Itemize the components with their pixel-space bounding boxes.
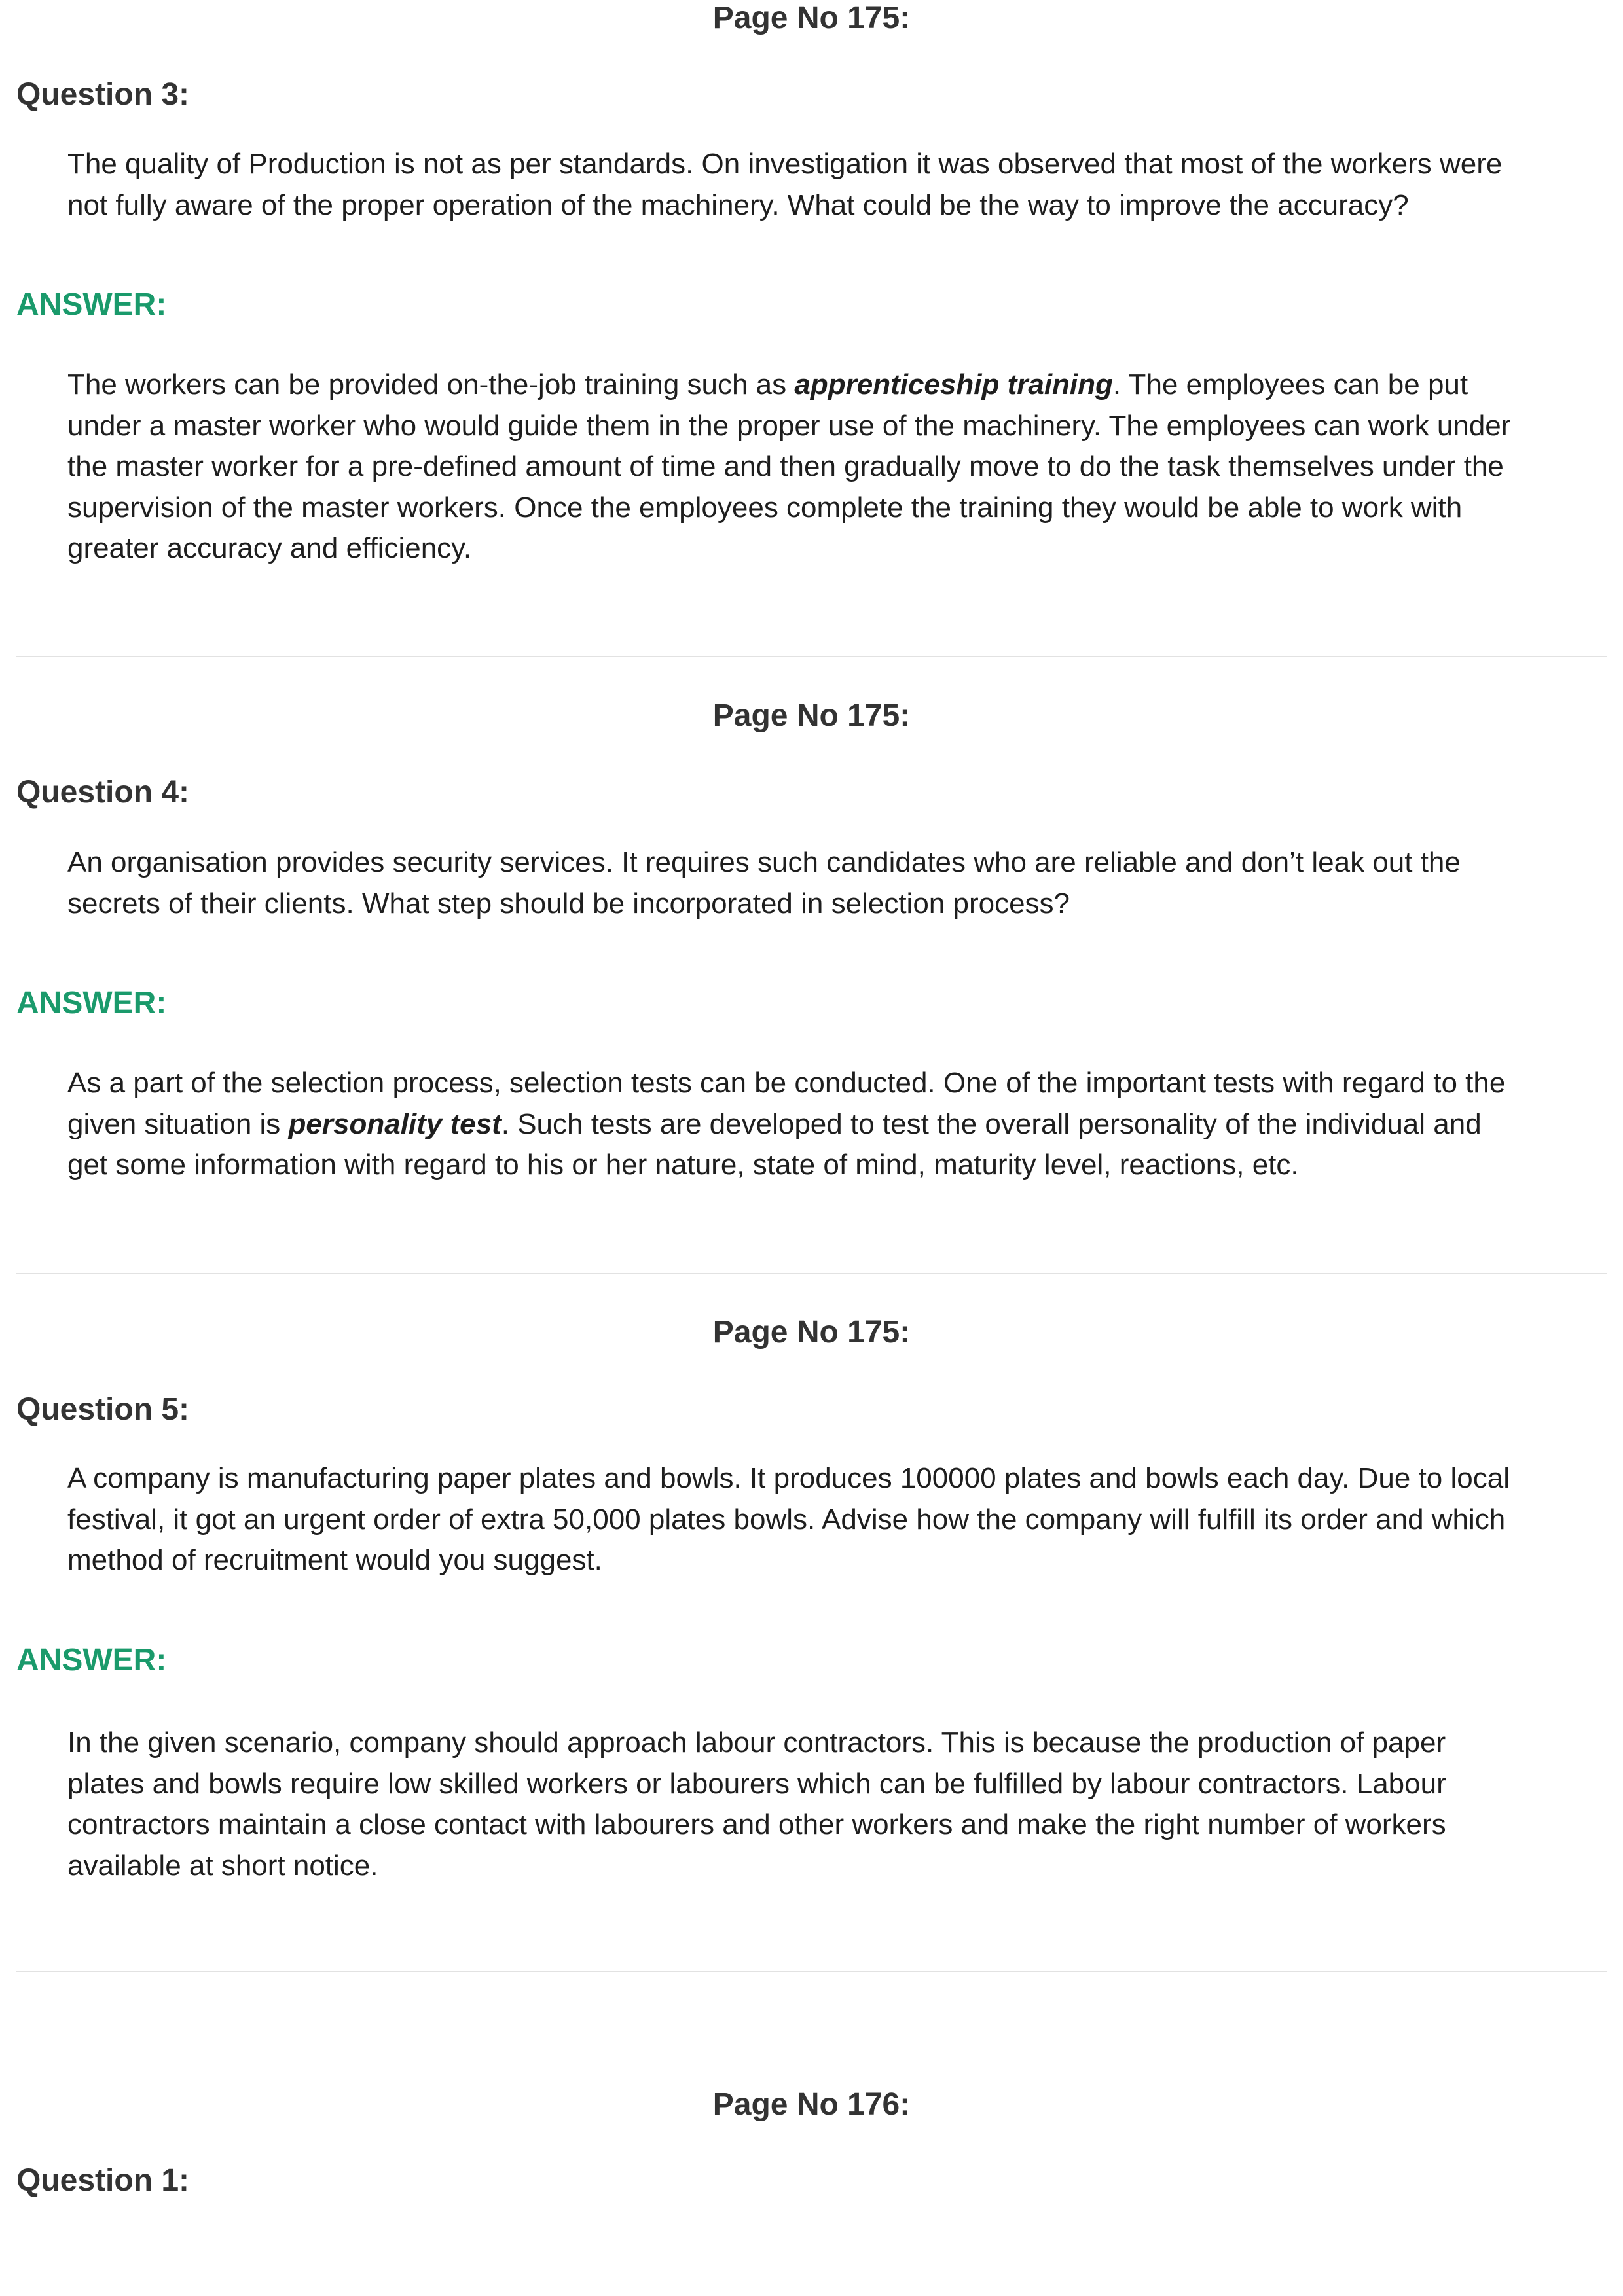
answer-line: greater accuracy and efficiency. xyxy=(67,532,472,564)
question-line: An organisation provides security services. It requires such candidates who are reliable and don’t leak out the xyxy=(67,846,1461,878)
emphasized-term: apprenticeship training xyxy=(794,368,1113,401)
question-line: festival, it got an urgent order of extra 50,000 plates bowls. Advise how the company will fulfill its order and which xyxy=(67,1503,1506,1535)
question-line: secrets of their clients. What step should be incorporated in selection process? xyxy=(67,887,1070,920)
question-title: Question 3: xyxy=(16,77,190,112)
page-number-heading: Page No 175: xyxy=(712,1315,911,1350)
answer-label: ANSWER: xyxy=(16,287,167,322)
section-divider xyxy=(16,1971,1607,1972)
question-title: Question 1: xyxy=(16,2163,190,2198)
question-line: method of recruitment would you suggest. xyxy=(67,1544,602,1576)
question-text xyxy=(67,144,1606,226)
question-text xyxy=(67,1458,1606,1581)
answer-text xyxy=(67,1723,1606,1886)
section-divider xyxy=(16,1273,1607,1274)
answer-line: available at short notice. xyxy=(67,1849,378,1882)
question-title: Question 4: xyxy=(16,775,190,810)
answer-line: In the given scenario, company should approach labour contractors. This is because the production of paper xyxy=(67,1727,1446,1759)
emphasized-term: personality test xyxy=(288,1107,501,1140)
answer-text-run: . Such tests are developed to test the overall personality of the individual and xyxy=(501,1107,1482,1140)
answer-line: contractors maintain a close contact with labourers and other workers and make the right number of workers xyxy=(67,1808,1446,1840)
page-number-heading: Page No 176: xyxy=(712,2087,911,2122)
answer-line: plates and bowls require low skilled workers or labourers which can be fulfilled by labour contractors. Labour xyxy=(67,1767,1446,1800)
page-number-heading: Page No 175: xyxy=(712,698,911,733)
answer-text-run: The workers can be provided on-the-job training such as xyxy=(67,368,795,401)
answer-text xyxy=(67,365,1606,569)
answer-label: ANSWER: xyxy=(16,1643,167,1677)
answer-text-run: . The employees can be put xyxy=(1112,368,1468,401)
question-line: A company is manufacturing paper plates and bowls. It produces 100000 plates and bowls each day. Due to local xyxy=(67,1462,1510,1494)
question-line: not fully aware of the proper operation of the machinery. What could be the way to improve the accuracy? xyxy=(67,188,1409,221)
answer-line: under a master worker who would guide them in the proper use of the machinery. The employees can work under xyxy=(67,409,1511,442)
question-text xyxy=(67,842,1606,924)
answer-line: As a part of the selection process, selection tests can be conducted. One of the important tests with regard to the xyxy=(67,1067,1506,1099)
answer-text-run: given situation is xyxy=(67,1107,289,1140)
answer-line: supervision of the master workers. Once the employees complete the training they would be able to work with xyxy=(67,491,1463,524)
answer-line xyxy=(67,1104,1606,1145)
question-line: The quality of Production is not as per standards. On investigation it was observed that most of the workers were xyxy=(67,148,1503,180)
answer-line: get some information with regard to his or her nature, state of mind, maturity level, reactions, etc. xyxy=(67,1149,1299,1181)
answer-text xyxy=(67,1063,1606,1186)
question-title: Question 5: xyxy=(16,1392,190,1427)
page-number-heading: Page No 175: xyxy=(712,1,911,35)
answer-line xyxy=(67,365,1606,406)
answer-line: the master worker for a pre-defined amount of time and then gradually move to do the task themselves under the xyxy=(67,450,1504,482)
answer-label: ANSWER: xyxy=(16,986,167,1020)
section-divider xyxy=(16,656,1607,657)
